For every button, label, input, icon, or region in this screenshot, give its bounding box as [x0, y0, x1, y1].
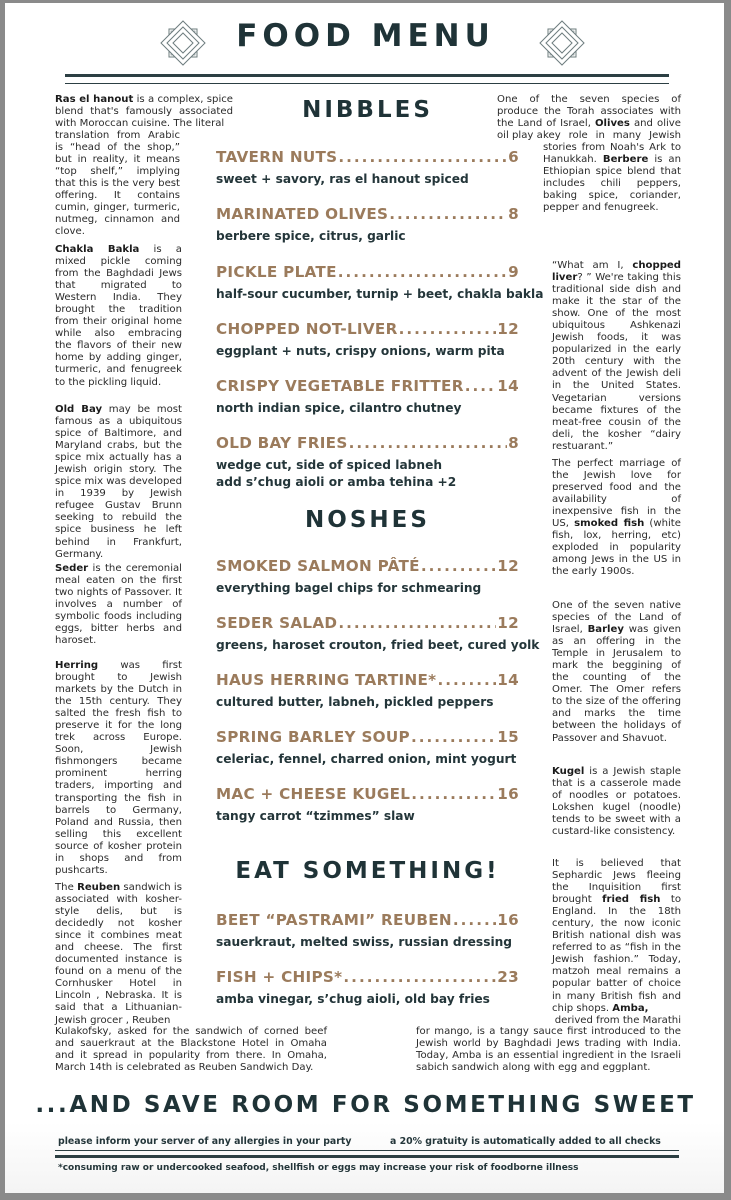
item-description: half-sour cucumber, turnip + beet, chakla bakla — [216, 287, 544, 301]
leader-dots — [349, 434, 508, 452]
raw-food-warning: *consuming raw or undercooked seafood, shellfish or eggs may increase your risk of foodborne illness — [58, 1163, 579, 1173]
header-divider — [65, 74, 669, 84]
item-description: amba vinegar, s’chug aioli, old bay fries — [216, 992, 490, 1006]
menu-item — [216, 263, 544, 302]
item-price: 15 — [497, 728, 519, 746]
note-chopped-liver: “What am I, chopped liver? ” We're taking this traditional side dish and make it the star of the show. One of the most ubiquitous Ashkenazi Jewish foods, it was popularized in the early 20th century with the advent of the Jewish deli in the United States. Vegetarian versions became fixtures of the meat-free cousin of the deli, the kosher “dairy restuarant.” — [552, 260, 681, 452]
item-price: 9 — [508, 263, 519, 281]
item-description: north indian spice, cilantro chutney — [216, 401, 462, 415]
leader-dots — [437, 671, 496, 689]
note-chakla-bakla: Chakla Bakla is a mixed pickle coming from the Baghdadi Jews that migrated to Western India. They brought the tradition from their original home while also embracing the flavors of their new home by adding ginger, turmeric, and fenugreek to the pickling liquid. — [55, 244, 182, 388]
item-description: wedge cut, side of spiced labneh — [216, 458, 443, 472]
item-name: CRISPY VEGETABLE FRITTER — [216, 377, 464, 395]
item-price: 16 — [497, 785, 519, 803]
note-amba: for mango, is a tangy sauce first introduced to the Jewish world by Baghdadi Jews trading with India. Today, Amba is an essential ingredient in the Israeli sabich sandwich along with egg and eggplant. — [416, 1026, 681, 1074]
menu-item — [216, 557, 519, 596]
item-name: SEDER SALAD — [216, 614, 338, 632]
gratuity-notice: a 20% gratuity is automatically added to all checks — [390, 1136, 661, 1147]
item-description: celeriac, fennel, charred onion, mint yogurt — [216, 752, 517, 766]
item-name: HAUS HERRING TARTINE* — [216, 671, 437, 689]
note-berbere: key role in many Jewish stories from Noah's Ark to Hanukkah. Berbere is an Ethiopian spice blend that includes chili peppers, baking spice, coriander, pepper and fenugreek. — [543, 130, 681, 214]
note-seder: Seder is the ceremonial meal eaten on the first two nights of Passover. It involves a number of symbolic foods including eggs, bitter herbs and haroset. — [55, 563, 182, 647]
item-name: CHOPPED NOT-LIVER — [216, 320, 398, 338]
menu-item — [216, 377, 519, 416]
item-name: BEET “PASTRAMI” REUBEN — [216, 911, 452, 929]
item-description: greens, haroset crouton, fried beet, cured yolk — [216, 638, 540, 652]
note-herring: Herring was first brought to Jewish markets by the Dutch in the 15th century. They salted the fresh fish to preserve it for the long trek across Europe. Soon, Jewish fishmongers became prominent herring traders, importing and transporting the fish in barrels to Germany, Poland and Russia, then selling this excellent source of kosher protein in shops and from pushcarts. — [55, 660, 182, 876]
item-price: 12 — [497, 557, 519, 575]
menu-item — [216, 671, 519, 710]
leader-dots — [338, 263, 507, 281]
menu-item — [216, 434, 519, 490]
note-old-bay: Old Bay may be most famous as a ubiquitous spice of Baltimore, and Maryland crabs, but the spice mix actually has a Jewish origin story. The spice mix was developed in 1939 by Jewish refugee Gustav Brunn seeking to rebuild the spice business he left behind in Frankfurt, Germany. — [55, 404, 182, 560]
item-description: sauerkraut, melted swiss, russian dressing — [216, 935, 513, 949]
menu-item — [216, 148, 519, 187]
note-ras-el-hanout-cont: translation from Arabic is “head of the shop,” but in reality, it means “top shelf,” implying that this is the very best offering. It contains cumin, ginger, turmeric, nutmeg, cinnamon and clove. — [55, 130, 180, 238]
note-ras-el-hanout: Ras el hanout is a complex, spice blend that's famously associated with Moroccan cuisine. The literal — [55, 94, 234, 130]
note-reuben-cont: Kulakofsky, asked for the sandwich of corned beef and sauerkraut at the Blackstone Hotel in Omaha and it spread in popularity from there. In Omaha, March 14th is celebrated as Reuben Sandwich Day. — [55, 1026, 327, 1074]
section-title-noshes: NOSHES — [305, 507, 430, 533]
menu-item — [216, 785, 519, 824]
item-description: sweet + savory, ras el hanout spiced — [216, 172, 469, 186]
item-price: 6 — [508, 148, 519, 166]
item-name: TAVERN NUTS — [216, 148, 338, 166]
item-price: 14 — [497, 377, 519, 395]
item-price: 8 — [508, 205, 519, 223]
item-name: SPRING BARLEY SOUP — [216, 728, 410, 746]
item-description: everything bagel chips for schmearing — [216, 581, 482, 595]
leader-dots — [453, 911, 496, 929]
menu-item — [216, 911, 519, 950]
note-kugel: Kugel is a Jewish staple that is a casserole made of noodles or potatoes. Lokshen kugel (noodle) tends to be sweet with a custard-like consistency. — [552, 766, 681, 838]
menu-item — [216, 968, 519, 1007]
leader-dots — [338, 148, 507, 166]
dessert-banner: ...AND SAVE ROOM FOR SOMETHING SWEET — [35, 1092, 696, 1118]
menu-item — [216, 320, 519, 359]
allergy-notice: please inform your server of any allergies in your party — [58, 1136, 352, 1147]
page-title: FOOD MENU — [236, 18, 495, 54]
item-price: 16 — [497, 911, 519, 929]
leader-dots — [338, 614, 496, 632]
section-title-nibbles: NIBBLES — [302, 97, 433, 123]
item-price: 14 — [497, 671, 519, 689]
item-price: 23 — [497, 968, 519, 986]
leader-dots — [343, 968, 496, 986]
diamond-ornament-icon — [539, 20, 585, 66]
item-name: MARINATED OLIVES — [216, 205, 389, 223]
item-name: MAC + CHEESE KUGEL — [216, 785, 411, 803]
section-title-eat-something: EAT SOMETHING! — [235, 858, 500, 884]
item-description: berbere spice, citrus, garlic — [216, 229, 406, 243]
note-fried-fish: It is believed that Sephardic Jews fleeing the Inquisition first brought fried fish to England. In the 18th century, the now iconic British national dish was referred to as “fish in the Jewish fashion.” Today, matzoh meal remains a popular batter of choice in many British fish and chip shops. Amba, derived from the Marathi — [552, 858, 682, 1026]
menu-item — [216, 614, 540, 653]
leader-dots — [421, 557, 496, 575]
leader-dots — [465, 377, 497, 395]
leader-dots — [399, 320, 497, 338]
note-reuben: The Reuben sandwich is associated with kosher-style delis, but is decidedly not kosher since it combines meat and cheese. The first documented instance is found on a menu of the Cornhusker Hotel in Lincoln , Nebraska. It is said that a Lithuanian-Jewish grocer , Reuben — [55, 882, 182, 1026]
item-name: SMOKED SALMON PÂTÉ — [216, 557, 420, 575]
menu-item — [216, 728, 519, 767]
item-name: OLD BAY FRIES — [216, 434, 348, 452]
item-description: cultured butter, labneh, pickled peppers — [216, 695, 494, 709]
menu-item — [216, 205, 519, 244]
item-price: 12 — [497, 320, 519, 338]
note-smoked-fish: The perfect marriage of the Jewish love for preserved food and the availability of inexpensive fish in the US, smoked fish (white fish, lox, herring, etc) exploded in popularity among Jews in the US in the early 1900s. — [552, 458, 681, 578]
leader-dots — [411, 728, 496, 746]
item-description: tangy carrot “tzimmes” slaw — [216, 809, 415, 823]
item-description: eggplant + nuts, crispy onions, warm pita — [216, 344, 505, 358]
item-price: 12 — [497, 614, 519, 632]
item-name: PICKLE PLATE — [216, 263, 337, 281]
leader-dots — [389, 205, 507, 223]
item-addon: add s’chug aioli or amba tehina +2 — [216, 475, 457, 489]
footer-divider — [55, 1150, 679, 1158]
note-olives: One of the seven species of produce the Torah associates with the Land of Israel, Olives and olive oil play a — [497, 94, 681, 142]
note-barley: One of the seven native species of the Land of Israel, Barley was given as an offering in the Temple in Jerusalem to mark the beggining of the counting of the Omer. The Omer refers to the size of the offering and marks the time between the holidays of Passover and Shavuot. — [552, 600, 681, 744]
leader-dots — [411, 785, 496, 803]
item-price: 8 — [508, 434, 519, 452]
item-name: FISH + CHIPS* — [216, 968, 343, 986]
